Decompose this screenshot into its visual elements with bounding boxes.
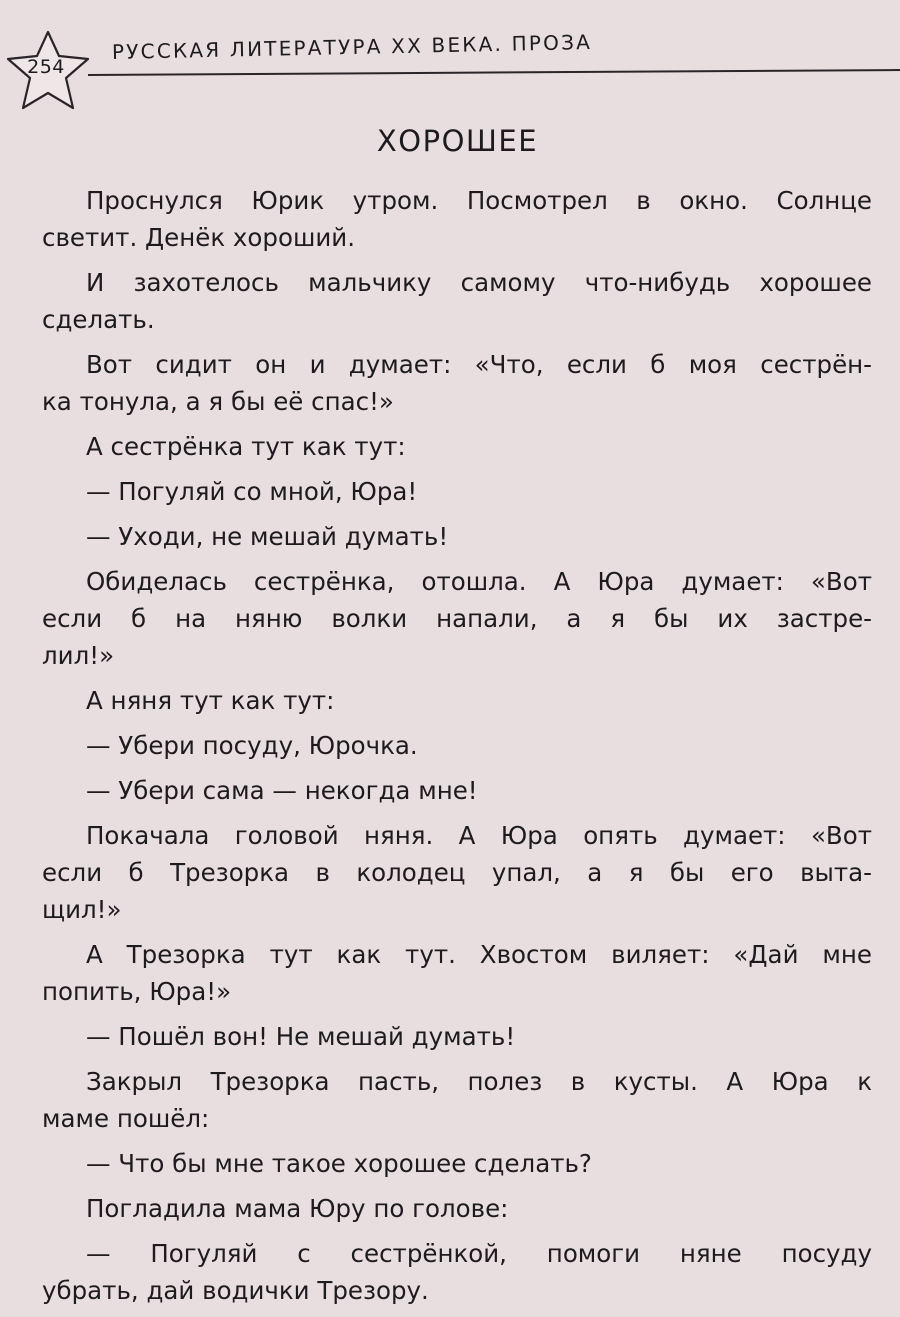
text-line: — Пошёл вон! Не мешай думать! [86,1022,516,1051]
paragraph [86,727,872,764]
paragraph [86,1190,872,1227]
paragraph [42,1235,872,1309]
running-head: РУССКАЯ ЛИТЕРАТУРА XX ВЕКА. ПРОЗА [111,29,593,64]
text-line: Обиделась сестрёнка, отошла. А Юра думает: «Вот [86,567,872,596]
text-line: — Что бы мне такое хорошее сделать? [86,1149,592,1178]
text-line: если б Трезорка в колодец упал, а я бы его выта- [42,858,872,887]
paragraph [86,772,872,809]
paragraph [86,518,872,555]
page-number: 254 [27,56,65,78]
paragraph [86,428,872,465]
paragraph [86,682,872,719]
text-line: А Трезорка тут как тут. Хвостом виляет: «Дай мне [86,940,872,969]
paragraph [42,936,872,1010]
text-line: Проснулся Юрик утром. Посмотрел в окно. Солнце [86,186,872,215]
text-line: лил!» [42,641,115,670]
text-line: попить, Юра!» [42,977,232,1006]
text-line: если б на няню волки напали, а я бы их застре- [42,604,872,633]
paragraph [42,817,872,928]
text-line: Вот сидит он и думает: «Что, если б моя сестрён- [86,350,872,379]
text-line: светит. Денёк хороший. [42,223,355,252]
text-line: — Убери сама — некогда мне! [86,776,478,805]
story-title: ХОРОШЕЕ [376,124,539,158]
text-line: А няня тут как тут: [86,686,335,715]
paragraph [42,563,872,674]
text-line: — Погуляй со мной, Юра! [86,477,418,506]
text-line: Погладила мама Юру по голове: [86,1194,509,1223]
paragraph [42,346,872,420]
text-line: ка тонула, а я бы её спас!» [42,387,394,416]
text-line: — Погуляй с сестрёнкой, помоги няне посуду [86,1239,872,1268]
paragraph [86,1018,872,1055]
text-line: щил!» [42,895,122,924]
text-line: Покачала головой няня. А Юра опять думает: «Вот [86,821,872,850]
text-line: Закрыл Трезорка пасть, полез в кусты. А Юра к [86,1067,872,1096]
header-rule [88,69,900,76]
paragraph [42,264,872,338]
text-line: — Уходи, не мешай думать! [86,522,449,551]
text-line: А сестрёнка тут как тут: [86,432,406,461]
text-line: сделать. [42,305,155,334]
text-line: маме пошёл: [42,1104,210,1133]
story-text [42,182,872,1317]
paragraph [86,473,872,510]
text-line: И захотелось мальчику самому что-нибудь хорошее [86,268,872,297]
paragraph [42,1063,872,1137]
paragraph [86,1145,872,1182]
paragraph [42,182,872,256]
text-line: убрать, дай водички Трезору. [42,1276,429,1305]
text-line: — Убери посуду, Юрочка. [86,731,418,760]
